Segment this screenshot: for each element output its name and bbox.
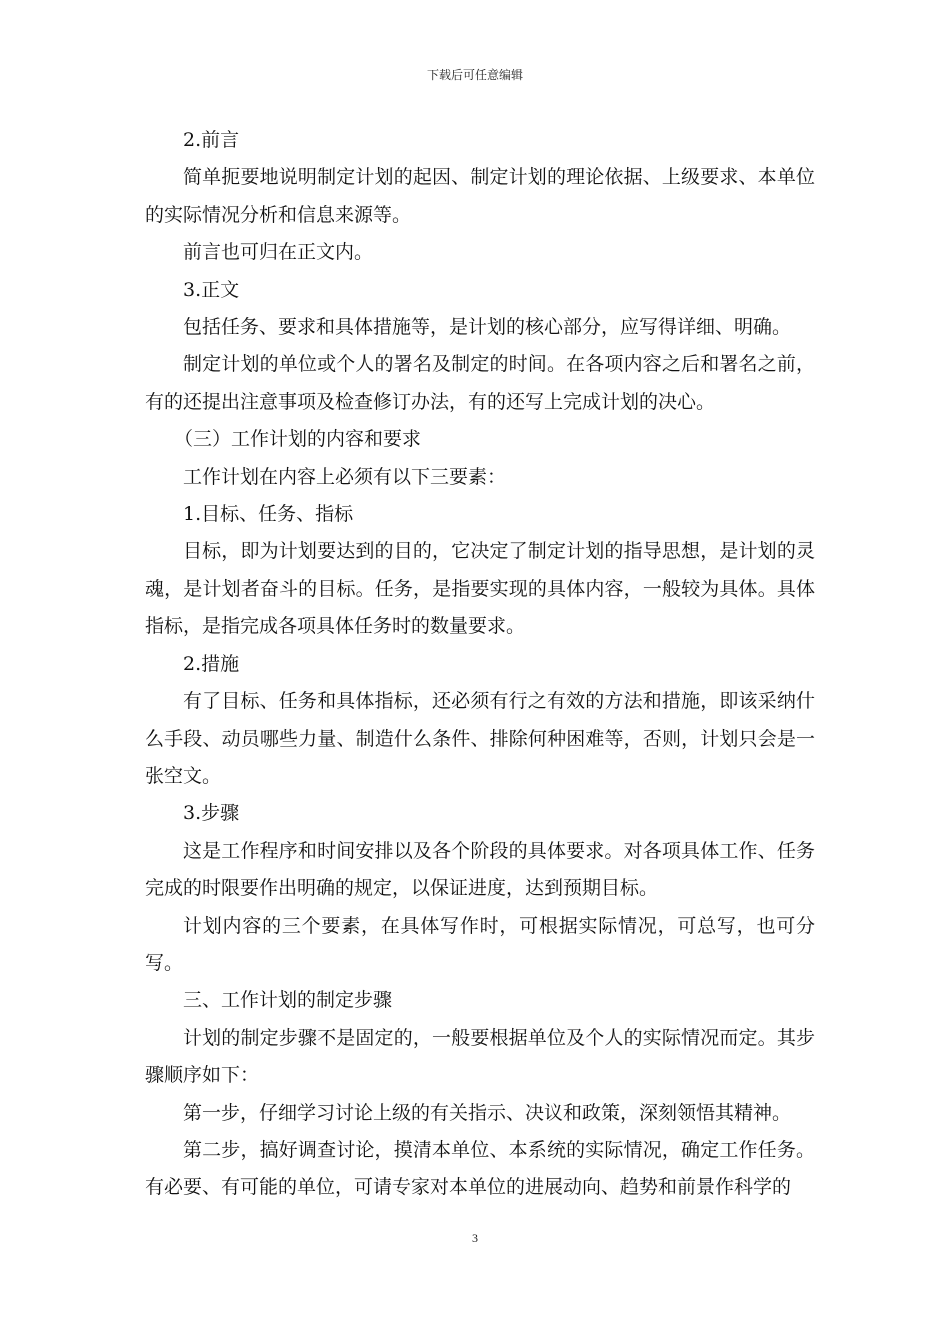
section-heading-formulation-steps: 三、工作计划的制定步骤 xyxy=(183,989,393,1012)
paragraph-main-text-body: 包括任务、要求和具体措施等，是计划的核心部分，应写得详细、明确。 xyxy=(183,316,792,339)
section-heading-content-requirements: （三）工作计划的内容和要求 xyxy=(174,428,422,451)
paragraph-preface-note: 前言也可归在正文内。 xyxy=(183,241,374,264)
paragraph-measures-body: 有了目标、任务和具体指标，还必须有行之有效的方法和措施，即该采纳什么手段、动员哪些力量、制造什么条件、排除何种困难等，否则，计划只会是一张空文。 xyxy=(145,690,815,787)
section-heading-main-text: 3.正文 xyxy=(183,278,240,301)
paragraph-steps-body: 这是工作程序和时间安排以及各个阶段的具体要求。对各项具体工作、任务完成的时限要作出明确的规定，以保证进度，达到预期目标。 xyxy=(145,839,815,900)
section-heading-preface: 2.前言 xyxy=(183,129,240,151)
section-heading-goals: 1.目标、任务、指标 xyxy=(183,503,354,526)
paragraph-step-two: 第二步，搞好调查讨论，摸清本单位、本系统的实际情况，确定工作任务。有必要、有可能的单位，可请专家对本单位的进展动向、趋势和前景作科学的 xyxy=(145,1138,815,1199)
paragraph-step-one: 第一步，仔细学习讨论上级的有关指示、决议和政策，深刻领悟其精神。 xyxy=(183,1101,792,1124)
page-header: 下载后可任意编辑 xyxy=(426,68,523,82)
paragraph-writing-note: 计划内容的三个要素，在具体写作时，可根据实际情况，可总写，也可分写。 xyxy=(145,914,815,974)
paragraph-formulation-intro: 计划的制定步骤不是固定的，一般要根据单位及个人的实际情况而定。其步骤顺序如下： xyxy=(145,1026,815,1087)
document-body xyxy=(145,122,815,1207)
page-number: 3 xyxy=(472,1231,478,1245)
paragraph-goals-body: 目标，即为计划要达到的目的，它决定了制定计划的指导思想，是计划的灵魂，是计划者奋斗的目标。任务，是指要实现的具体内容，一般较为具体。具体指标，是指完成各项具体任务时的数量要求。 xyxy=(145,540,815,638)
section-heading-measures: 2.措施 xyxy=(183,652,240,675)
section-heading-steps: 3.步骤 xyxy=(183,802,240,825)
paragraph-three-elements-intro: 工作计划在内容上必须有以下三要素： xyxy=(183,465,507,488)
paragraph-signature-note: 制定计划的单位或个人的署名及制定的时间。在各项内容之后和署名之前，有的还提出注意事项及检查修订办法，有的还写上完成计划的决心。 xyxy=(145,353,815,413)
paragraph-preface-body: 简单扼要地说明制定计划的起因、制定计划的理论依据、上级要求、本单位的实际情况分析和信息来源等。 xyxy=(145,166,815,226)
